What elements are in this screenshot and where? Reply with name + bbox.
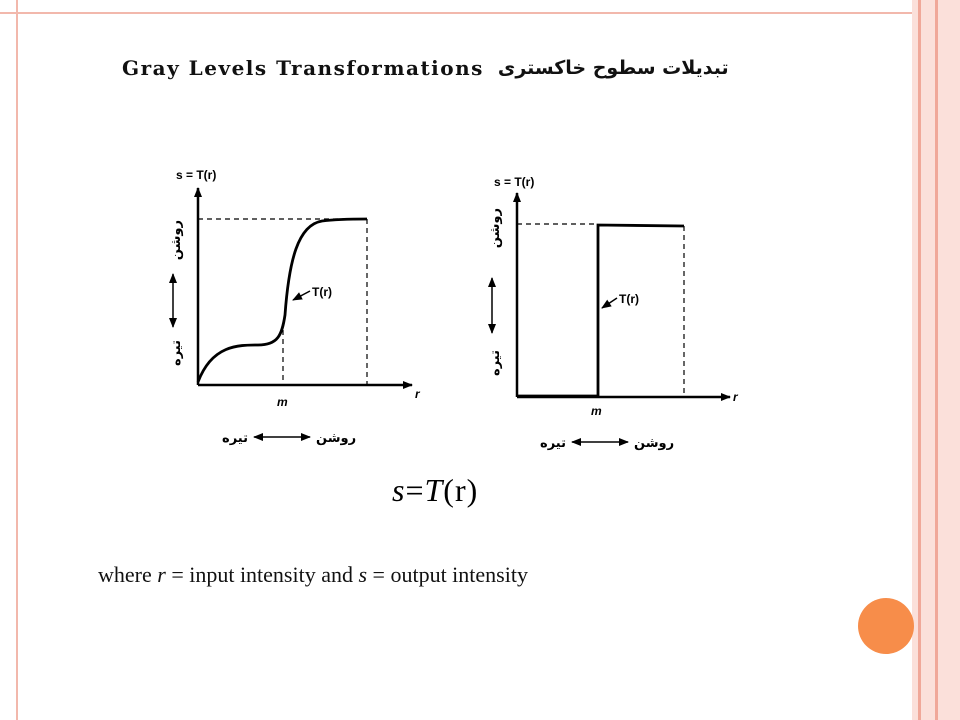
graph2-curve-pointer — [602, 298, 617, 308]
graph1-curve-label: T(r) — [312, 285, 332, 299]
formula-func: T — [424, 472, 444, 508]
graph2-curve-label: T(r) — [619, 292, 639, 306]
graph1-x-bright-label: روشن — [316, 431, 357, 446]
graph2-transform-curve — [517, 225, 684, 396]
formula-arg: (r) — [443, 472, 479, 508]
caption-r-var: r — [157, 562, 166, 587]
formula-s: s — [392, 472, 406, 508]
title-persian: تبدیلات سطوح خاکستری — [497, 57, 729, 79]
title-english: Gray Levels Transformations — [122, 56, 484, 80]
graph2-m-label: m — [591, 404, 602, 418]
graph1-y-axis-label: s = T(r) — [176, 168, 217, 182]
caption-s-def: = output intensity — [372, 562, 528, 587]
caption-s-var: s — [358, 562, 368, 587]
graph1-curve-pointer — [293, 291, 310, 300]
graph2-y-bright-label: روشن — [488, 208, 503, 249]
graph2-x-axis-label: r — [733, 390, 738, 404]
graph2-x-bright-label: روشن — [634, 436, 675, 451]
caption-r-def: = input intensity and — [171, 562, 353, 587]
formula-equals: = — [405, 472, 425, 508]
graph1-x-dark-label: تیره — [222, 431, 248, 446]
graph2-y-dark-label: تیره — [488, 350, 503, 376]
transformation-formula — [392, 472, 478, 509]
graph2-y-axis-label: s = T(r) — [494, 175, 535, 189]
definition-caption — [98, 562, 528, 588]
graph1-y-dark-label: تیره — [169, 340, 184, 366]
graph1-m-label: m — [277, 395, 288, 409]
graph-contrast-stretching — [169, 168, 421, 446]
graph1-y-bright-label: روشن — [169, 220, 184, 261]
accent-circle — [858, 598, 914, 654]
graph2-x-dark-label: تیره — [540, 436, 566, 451]
graph1-x-axis-label: r — [415, 387, 420, 401]
graph-thresholding — [488, 175, 739, 451]
caption-where: where — [98, 562, 152, 587]
